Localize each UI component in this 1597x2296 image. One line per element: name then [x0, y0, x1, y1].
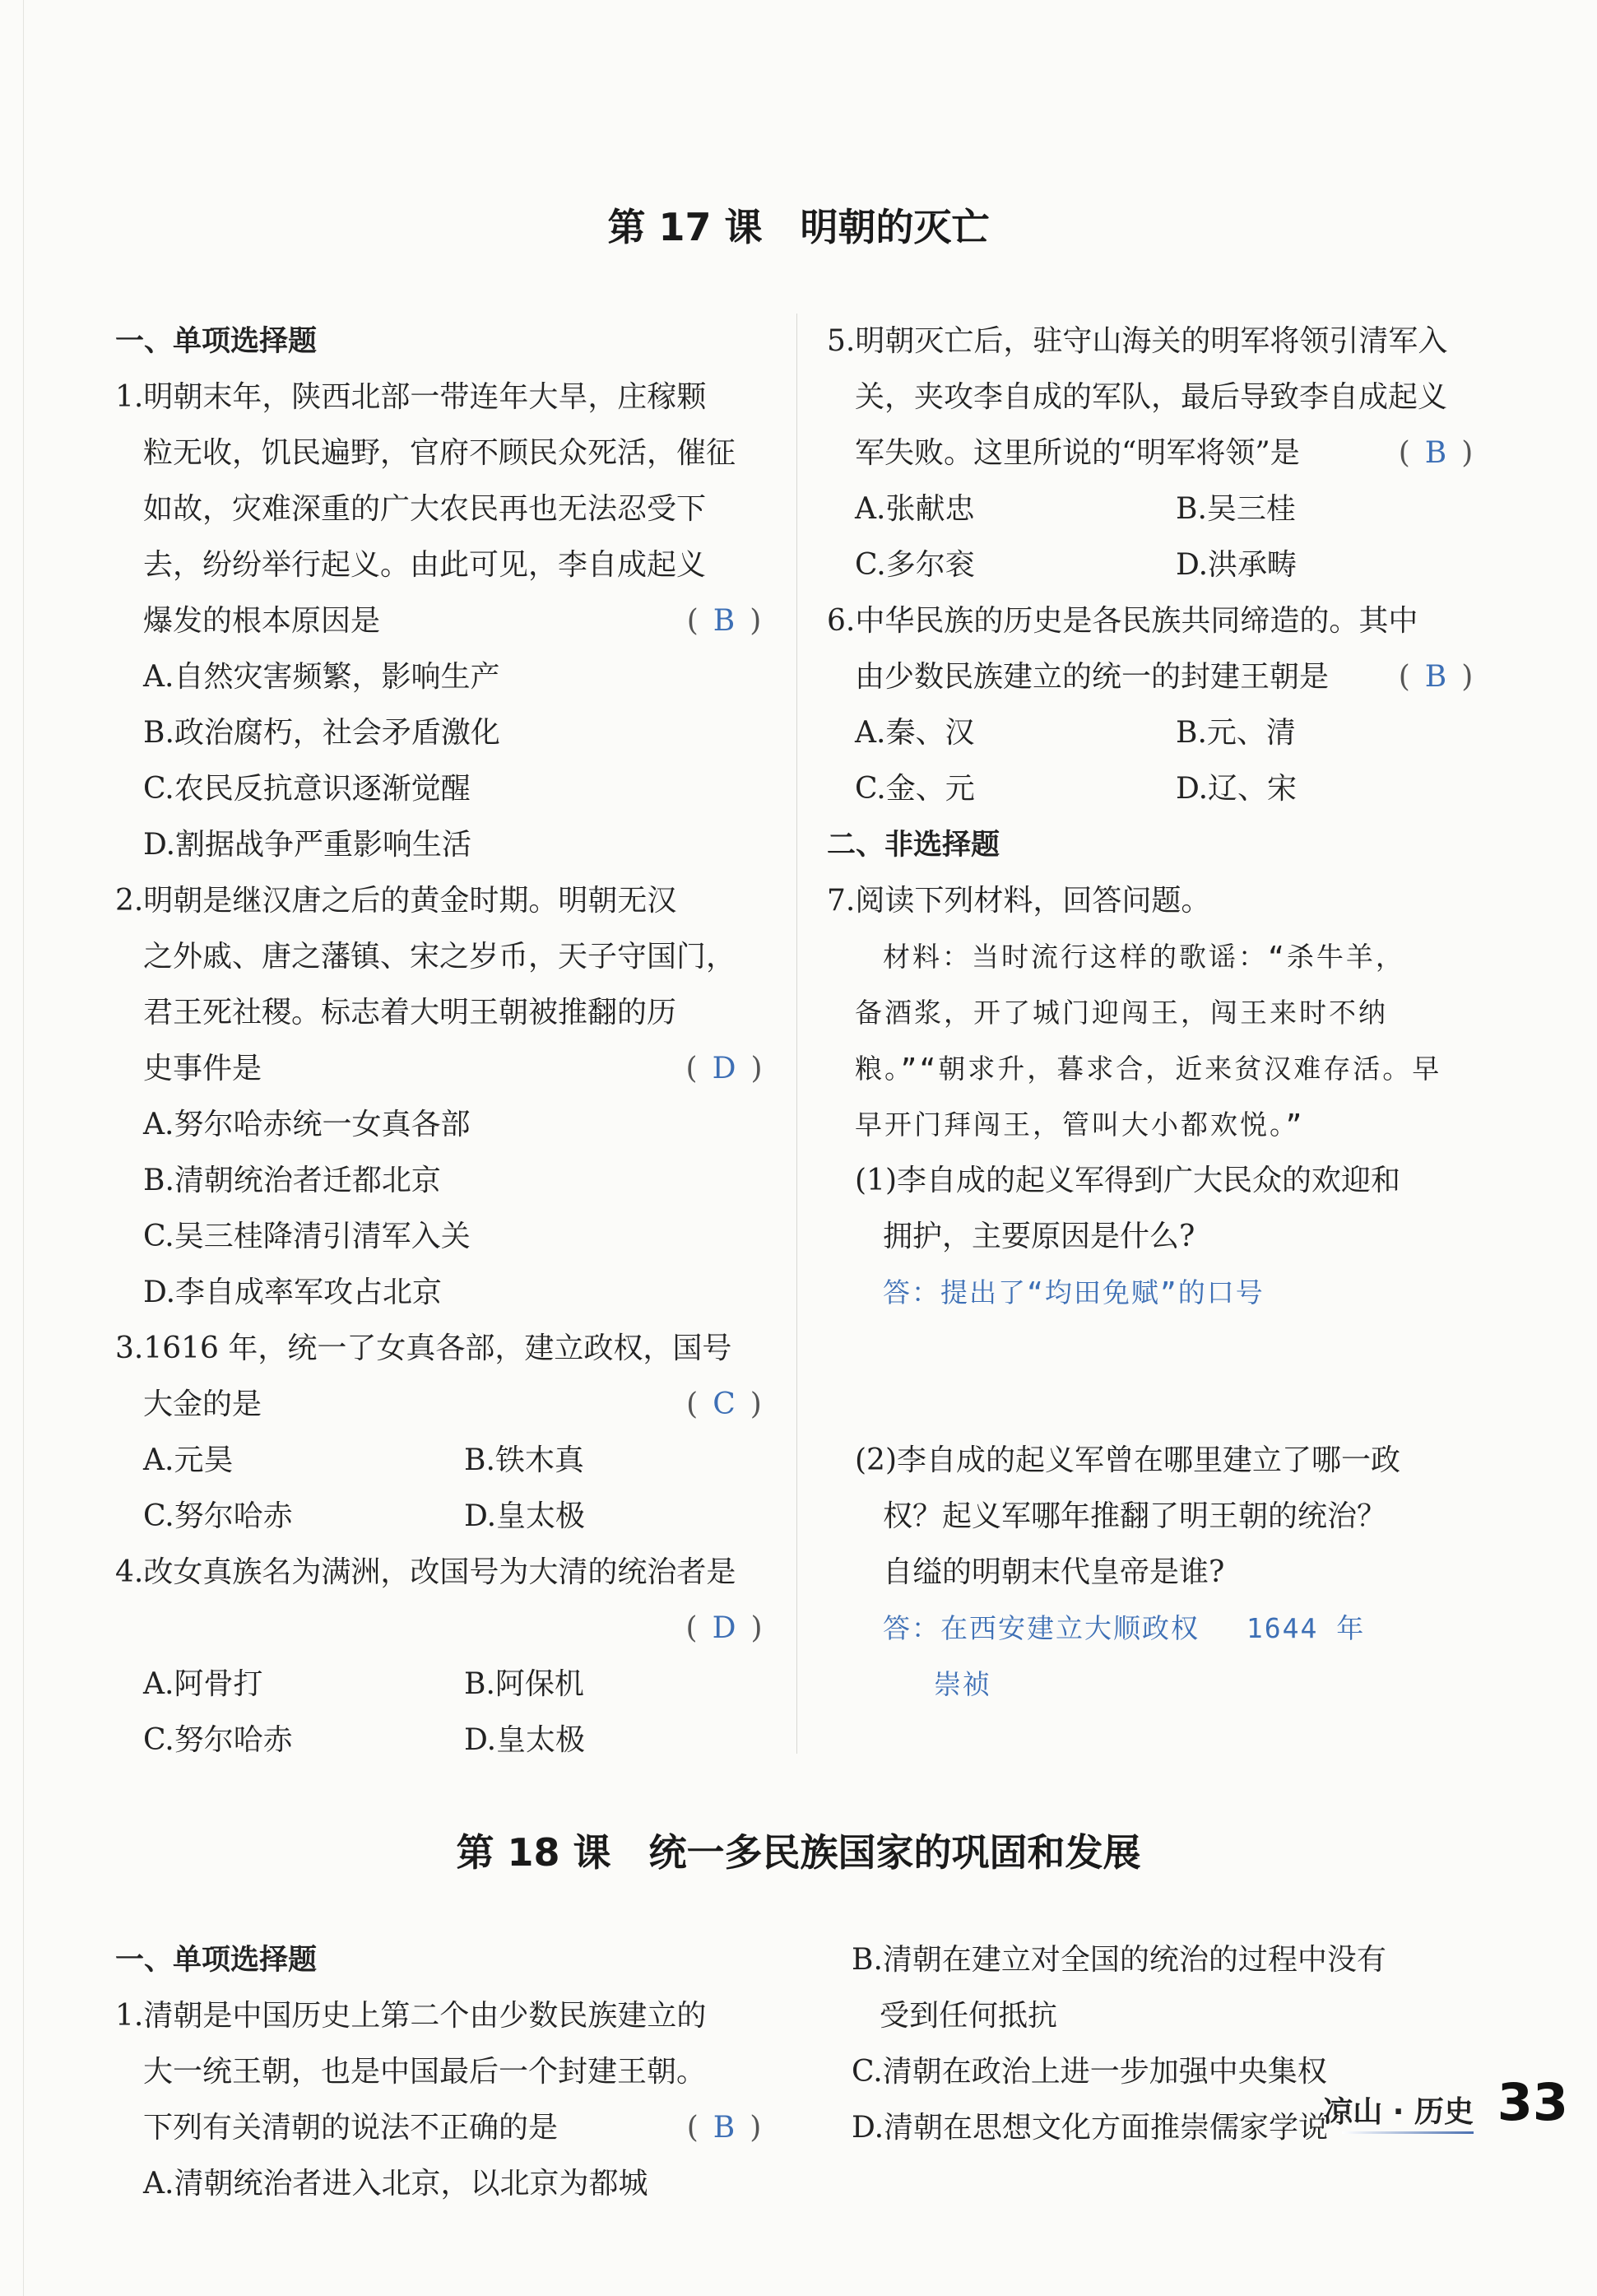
q7-answer-1: 答：提出了“均田免赋”的口号 [883, 1276, 1265, 1308]
q3-options-row-2 [115, 1489, 773, 1545]
q2-line-3: 君王死社稷。标志着大明王朝被推翻的历 [143, 996, 677, 1029]
l18-q1-line-3: 下列有关清朝的说法不正确的是 ( B ) [115, 2100, 773, 2156]
l18-q1-option-c: C.清朝在政治上进一步加强中央集权 [852, 2055, 1327, 2089]
column-divider [796, 314, 797, 1754]
q3-line-1: 3.1616 年，统一了女真各部，建立政权，国号 [115, 1332, 732, 1365]
q7-answer-2-line-1: 答：在西安建立大顺政权 1644 年 [883, 1612, 1366, 1644]
q1-line-1: 1.明朝末年，陕西北部一带连年大旱，庄稼颗 [115, 380, 707, 414]
q3-option-b: B.铁木真 [464, 1443, 584, 1477]
l18-q1-answer: ( B ) [686, 2111, 762, 2145]
q5-options-row-1 [827, 481, 1485, 537]
q5-option-c: C.多尔衮 [855, 548, 975, 582]
q6-option-d: D.辽、宋 [1176, 772, 1298, 806]
q7-material-line-1: 材料：当时流行这样的歌谣：“杀牛羊， [883, 941, 1405, 973]
q2-line-4: 史事件是 ( D ) [115, 1041, 773, 1097]
q7-sub2-line-2: 权？起义军哪年推翻了明王朝的统治？ [883, 1499, 1387, 1533]
q1-line-4: 去，纷纷举行起义。由此可见，李自成起义 [143, 548, 707, 582]
q2-line-1: 2.明朝是继汉唐之后的黄金时期。明朝无汉 [115, 884, 677, 918]
q3-option-d: D.皇太极 [464, 1499, 586, 1533]
q4-line-1: 4.改女真族名为满洲，改国号为大清的统治者是 [115, 1555, 736, 1589]
q6-line-2: 由少数民族建立的统一的封建王朝是 ( B ) [827, 649, 1485, 705]
q7-sub1-line-1: (1)李自成的起义军得到广大民众的欢迎和 [855, 1164, 1400, 1197]
footer-subject: 凉山 · 历史 [1323, 2095, 1474, 2129]
section-non-choice: 二、非选择题 [827, 829, 1000, 862]
q1-line-2: 粒无收，饥民遍野，官府不顾民众死活，催征 [143, 436, 736, 470]
q2-answer: ( D ) [685, 1052, 763, 1085]
q5-answer: ( B ) [1398, 436, 1474, 470]
q1-answer: ( B ) [686, 604, 762, 638]
q6-option-b: B.元、清 [1176, 716, 1296, 750]
q1-option-b: B.政治腐朽，社会矛盾激化 [143, 716, 500, 750]
q7-sub1-line-2: 拥护，主要原因是什么? [883, 1220, 1195, 1253]
q6-option-c: C.金、元 [855, 772, 975, 806]
q3-line-2: 大金的是 ( C ) [115, 1377, 773, 1433]
q6-line-1: 6.中华民族的历史是各民族共同缔造的。其中 [827, 604, 1418, 638]
q4-answer-line [115, 1601, 773, 1657]
q5-options-row-2 [827, 537, 1485, 593]
right-column-17 [827, 314, 1485, 1713]
q6-options-row-2 [827, 761, 1485, 817]
q4-options-row-1 [115, 1657, 773, 1713]
q4-options-row-2 [115, 1713, 773, 1768]
q1-line-3: 如故，灾难深重的广大农民再也无法忍受下 [143, 492, 707, 526]
l18-q1-option-b-line-1: B.清朝在建立对全国的统治的过程中没有 [852, 1943, 1386, 1977]
l18-q1-line-1: 1.清朝是中国历史上第二个由少数民族建立的 [115, 1999, 707, 2033]
page-edge [23, 0, 24, 2296]
l18-q1-line-2: 大一统王朝，也是中国最后一个封建王朝。 [143, 2055, 707, 2089]
lesson-18-title: 第 18 课 统一多民族国家的巩固和发展 [456, 1830, 1141, 1875]
spacer [827, 1321, 1485, 1377]
q1-option-c: C.农民反抗意识逐渐觉醒 [143, 772, 471, 806]
section-single-choice: 一、单项选择题 [115, 325, 318, 358]
l18-q1-option-a: A.清朝统治者进入北京，以北京为都城 [143, 2167, 648, 2201]
left-column-17 [115, 314, 773, 1768]
q5-option-a: A.张献忠 [855, 492, 975, 526]
l18-q1-option-b-line-2: 受到任何抵抗 [880, 1999, 1058, 2033]
q7-material-line-2: 备酒浆，开了城门迎闯王，闯王来时不纳 [855, 997, 1388, 1029]
q5-line-3: 军失败。这里所说的“明军将领”是 ( B ) [827, 425, 1485, 481]
q6-option-a: A.秦、汉 [855, 716, 975, 750]
spacer [827, 1377, 1485, 1433]
q6-answer: ( B ) [1398, 660, 1474, 694]
q4-option-b: B.阿保机 [464, 1667, 584, 1701]
q5-line-2: 关，夹攻李自成的军队，最后导致李自成起义 [855, 380, 1448, 414]
q5-option-d: D.洪承畴 [1176, 548, 1298, 582]
q3-option-a: A.元昊 [143, 1443, 234, 1477]
left-column-18 [115, 1932, 773, 2212]
q4-answer: ( D ) [685, 1611, 763, 1645]
page-number: 33 [1497, 2072, 1568, 2132]
q7-answer-2-line-2: 崇祯 [934, 1668, 991, 1700]
l18-q1-option-d: D.清朝在思想文化方面推崇儒家学说 [852, 2111, 1329, 2145]
q7-sub2-line-1: (2)李自成的起义军曾在哪里建立了哪一政 [855, 1443, 1400, 1477]
q3-options-row-1 [115, 1433, 773, 1489]
q2-line-2: 之外戚、唐之藩镇、宋之岁币，天子守国门， [143, 940, 736, 974]
q5-option-b: B.吴三桂 [1176, 492, 1296, 526]
q7-material-line-4: 早开门拜闯王，管叫大小都欢悦。” [855, 1108, 1305, 1141]
q3-option-c: C.努尔哈赤 [143, 1499, 293, 1533]
q2-option-d: D.李自成率军攻占北京 [143, 1276, 443, 1309]
footer-underline [1342, 2131, 1474, 2134]
q1-option-d: D.割据战争严重影响生活 [143, 828, 472, 862]
q2-option-b: B.清朝统治者迁都北京 [143, 1164, 441, 1197]
q1-option-a: A.自然灾害频繁，影响生产 [143, 660, 500, 694]
q4-option-d: D.皇太极 [464, 1723, 586, 1757]
q7-sub2-line-3: 自缢的明朝末代皇帝是谁? [883, 1555, 1225, 1589]
lesson-17-title: 第 17 课 明朝的灭亡 [607, 205, 990, 249]
q4-option-c: C.努尔哈赤 [143, 1723, 293, 1757]
q7-material-line-3: 粮。”“朝求升，暮求合，近来贫汉难存活。早 [855, 1053, 1442, 1085]
q3-answer: ( C ) [686, 1387, 762, 1421]
section-single-choice-18: 一、单项选择题 [115, 1944, 318, 1977]
q5-line-1: 5.明朝灭亡后，驻守山海关的明军将领引清军入 [827, 324, 1448, 358]
q1-line-5: 爆发的根本原因是 ( B ) [115, 593, 773, 649]
q7-stem: 7.阅读下列材料，回答问题。 [827, 884, 1211, 918]
q6-options-row-1 [827, 705, 1485, 761]
q2-option-a: A.努尔哈赤统一女真各部 [143, 1108, 471, 1141]
q2-option-c: C.吴三桂降清引清军入关 [143, 1220, 471, 1253]
q4-option-a: A.阿骨打 [143, 1667, 263, 1701]
